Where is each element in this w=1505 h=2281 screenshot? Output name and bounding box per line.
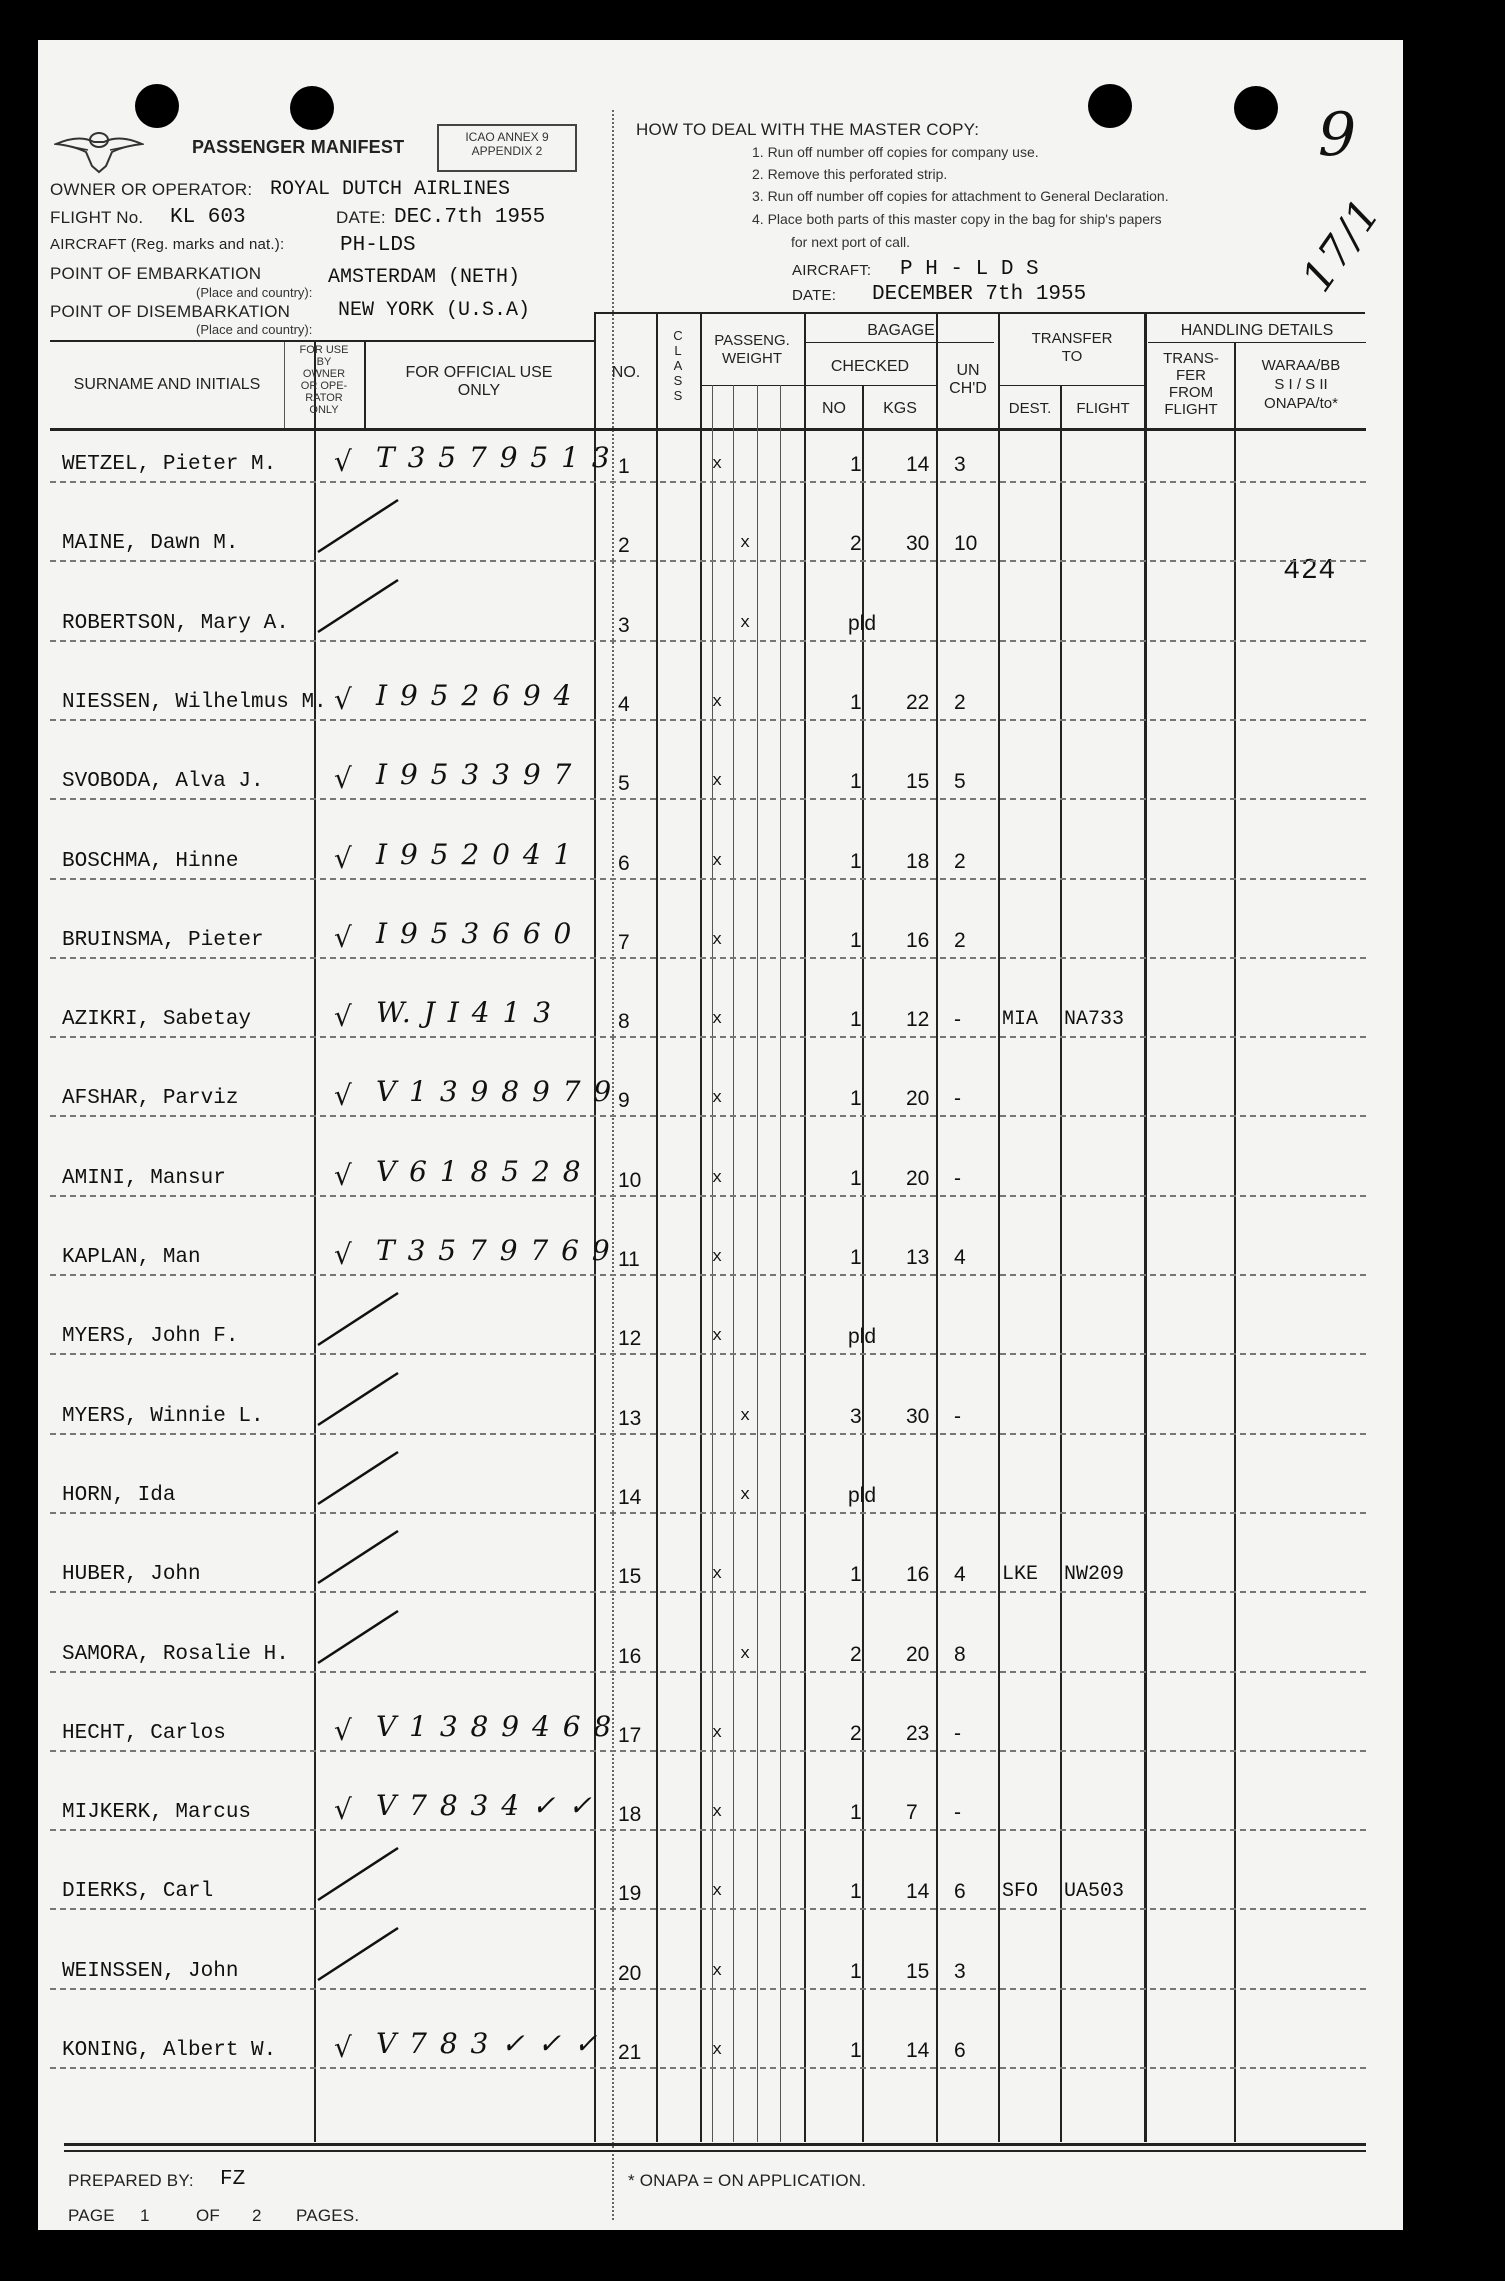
- weight-mark: x: [712, 1010, 723, 1029]
- disembark-label: POINT OF DISEMBARKATION: [50, 302, 291, 321]
- weight-mark: x: [712, 1169, 723, 1188]
- row-number: 21: [618, 2041, 642, 2064]
- pages-label: PAGES.: [296, 2206, 360, 2225]
- row-divider: [50, 1433, 1366, 1435]
- table-bottom-rule: [64, 2143, 1366, 2146]
- official-number: I 9 5 2 0 4 1: [376, 838, 574, 871]
- col-surname: SURNAME AND INITIALS: [73, 376, 261, 393]
- official-number: V 7 8 3 4 ✓ ✓: [376, 1789, 594, 1822]
- row-number: 18: [618, 1803, 642, 1826]
- official-number: T 3 5 7 9 7 6 9: [376, 1234, 612, 1267]
- row-divider: [50, 1671, 1366, 1673]
- owner-label: OWNER OR OPERATOR:: [50, 180, 253, 199]
- row-number: 11: [618, 1248, 640, 1271]
- slash-mark-icon: [314, 576, 404, 636]
- instructions-aircraft-value: P H - L D S: [900, 258, 1039, 281]
- passenger-name: MAINE, Dawn M.: [62, 532, 239, 555]
- row-divider: [50, 798, 1366, 800]
- col-class: C L A S S: [673, 328, 683, 403]
- official-number: V 7 8 3 ✓ ✓ ✓: [376, 2027, 600, 2060]
- row-number: 1: [618, 455, 630, 478]
- passenger-name: AFSHAR, Parviz: [62, 1087, 239, 1110]
- col-owner-use: FOR USE BY OWNER OR OPE- RATOR ONLY: [299, 344, 349, 416]
- bag-kgs: 23: [906, 1722, 930, 1745]
- passenger-name: MYERS, Winnie L.: [62, 1405, 264, 1428]
- transfer-flight: NA733: [1064, 1008, 1125, 1031]
- passenger-name: MYERS, John F.: [62, 1325, 239, 1348]
- transfer-dest: SFO: [1002, 1880, 1039, 1903]
- passenger-name: BOSCHMA, Hinne: [62, 850, 239, 873]
- unchecked-count: 3: [954, 1960, 966, 1983]
- slash-mark-icon: [314, 1289, 404, 1349]
- row-divider: [50, 1115, 1366, 1117]
- passenger-name: SAMORA, Rosalie H.: [62, 1643, 289, 1666]
- row-divider: [50, 1908, 1366, 1910]
- prepared-label: PREPARED BY:: [68, 2171, 194, 2190]
- aircraft-value: PH-LDS: [340, 234, 416, 257]
- page-mark: 9: [1318, 100, 1359, 170]
- official-number: V 1 3 9 8 9 7 9: [376, 1075, 614, 1108]
- bag-kgs: 14: [906, 1880, 930, 1903]
- official-number: I 9 5 2 6 9 4: [376, 679, 574, 712]
- unchecked-count: 6: [954, 2039, 966, 2062]
- passenger-name: WEINSSEN, John: [62, 1960, 239, 1983]
- header-bottom-rule: [50, 428, 1366, 431]
- row-divider: [50, 481, 1366, 483]
- owner-checkmark: √: [334, 1000, 354, 1033]
- slash-mark-icon: [314, 1607, 404, 1667]
- unchecked-count: -: [954, 1801, 961, 1824]
- owner-value: ROYAL DUTCH AIRLINES: [270, 178, 511, 201]
- row-divider: [50, 1274, 1366, 1276]
- owner-checkmark: √: [334, 1714, 354, 1747]
- col-unchd: UN CH'D: [949, 362, 987, 397]
- bag-count: 1: [850, 1246, 862, 1269]
- row-divider: [50, 1036, 1366, 1038]
- bag-count: 1: [850, 1563, 862, 1586]
- row-divider: [50, 1750, 1366, 1752]
- bag-kgs: 15: [906, 770, 930, 793]
- row-number: 16: [618, 1645, 642, 1668]
- disembark-value: NEW YORK (U.S.A): [338, 299, 531, 322]
- bag-kgs: 20: [906, 1087, 930, 1110]
- page-value: 1: [140, 2206, 150, 2225]
- slash-mark-icon: [314, 1924, 404, 1984]
- bag-count: 1: [850, 1960, 862, 1983]
- weight-mark: x: [712, 1089, 723, 1108]
- embark-value: AMSTERDAM (NETH): [328, 266, 521, 289]
- passenger-name: AMINI, Mansur: [62, 1167, 226, 1190]
- official-number: I 9 5 3 6 6 0: [376, 917, 574, 950]
- bag-kgs: 15: [906, 1960, 930, 1983]
- bag-kgs: 7: [906, 1801, 918, 1824]
- perforation-line: [612, 110, 614, 2220]
- unchecked-count: 2: [954, 929, 966, 952]
- row-divider: [50, 1829, 1366, 1831]
- weight-mark: x: [712, 1327, 723, 1346]
- weight-mark: x: [712, 1882, 723, 1901]
- row-number: 13: [618, 1407, 642, 1430]
- official-number: V 6 1 8 5 2 8: [376, 1155, 583, 1188]
- transfer-dest: LKE: [1002, 1563, 1039, 1586]
- punch-hole: [135, 84, 179, 128]
- slash-mark-icon: [314, 496, 404, 556]
- unchecked-count: -: [954, 1405, 961, 1428]
- row-divider: [50, 2067, 1366, 2069]
- row-number: 4: [618, 693, 630, 716]
- unchecked-count: -: [954, 1167, 961, 1190]
- weight-mark: x: [740, 1645, 751, 1664]
- row-divider: [50, 719, 1366, 721]
- row-number: 20: [618, 1962, 642, 1985]
- row-number: 15: [618, 1565, 642, 1588]
- flight-label: FLIGHT No.: [50, 208, 144, 227]
- weight-mark: x: [712, 455, 723, 474]
- weight-mark: x: [712, 1803, 723, 1822]
- transfer-flight: NW209: [1064, 1563, 1125, 1586]
- row-number: 2: [618, 534, 630, 557]
- row-divider: [50, 957, 1366, 959]
- instructions-date-label: DATE:: [792, 287, 837, 304]
- owner-checkmark: √: [334, 445, 354, 478]
- date-value: DEC.7th 1955: [394, 206, 546, 229]
- weight-mark: x: [712, 1565, 723, 1584]
- col-dest: DEST.: [1008, 400, 1052, 417]
- onapa-note: * ONAPA = ON APPLICATION.: [628, 2171, 867, 2190]
- bag-kgs: 20: [906, 1167, 930, 1190]
- col-transfer-from: TRANS- FER FROM FLIGHT: [1163, 350, 1219, 418]
- bag-count: 2: [850, 1643, 862, 1666]
- bag-count: pld: [848, 612, 877, 635]
- bag-count: 1: [850, 453, 862, 476]
- passenger-name: AZIKRI, Sabetay: [62, 1008, 252, 1031]
- bag-count: 1: [850, 1087, 862, 1110]
- slash-mark-icon: [314, 1844, 404, 1904]
- row-number: 19: [618, 1882, 642, 1905]
- bag-count: 3: [850, 1405, 862, 1428]
- unchecked-count: -: [954, 1087, 961, 1110]
- bag-kgs: 30: [906, 532, 930, 555]
- weight-mark: x: [740, 1486, 751, 1505]
- row-divider: [50, 1195, 1366, 1197]
- bag-count: 1: [850, 1880, 862, 1903]
- punch-hole: [290, 86, 334, 130]
- instruction-4-cont: for next port of call.: [791, 234, 911, 250]
- passenger-name: DIERKS, Carl: [62, 1880, 214, 1903]
- row-number: 6: [618, 852, 630, 875]
- weight-mark: x: [740, 614, 751, 633]
- bag-count: 1: [850, 770, 862, 793]
- bag-count: 1: [850, 1008, 862, 1031]
- instruction-3: 3. Run off number off copies for attachment to General Declaration.: [752, 188, 1169, 204]
- col-handling: HANDLING DETAILS: [1180, 322, 1334, 339]
- embark-place-note: (Place and country):: [196, 285, 313, 300]
- embark-label: POINT OF EMBARKATION: [50, 264, 262, 283]
- passenger-name: WETZEL, Pieter M.: [62, 453, 277, 476]
- row-divider: [50, 640, 1366, 642]
- bag-kgs: 14: [906, 2039, 930, 2062]
- unchecked-count: 3: [954, 453, 966, 476]
- transfer-flight: UA503: [1064, 1880, 1125, 1903]
- col-transfer: TRANSFER TO: [1031, 330, 1113, 365]
- passenger-name: HORN, Ida: [62, 1484, 176, 1507]
- weight-mark: x: [712, 931, 723, 950]
- row-number: 7: [618, 931, 630, 954]
- row-divider: [50, 878, 1366, 880]
- unchecked-count: -: [954, 1008, 961, 1031]
- bag-kgs: 30: [906, 1405, 930, 1428]
- col-bag-no: NO: [822, 400, 846, 417]
- slash-mark-icon: [314, 1527, 404, 1587]
- col-kgs: KGS: [883, 400, 917, 417]
- official-number: T 3 5 7 9 5 1 3: [376, 441, 612, 474]
- official-number: W. J I 4 1 3: [376, 996, 554, 1029]
- weight-mark: x: [712, 1962, 723, 1981]
- row-divider: [50, 1512, 1366, 1514]
- bag-count: 1: [850, 850, 862, 873]
- passenger-name: HUBER, John: [62, 1563, 201, 1586]
- bag-count: 1: [850, 691, 862, 714]
- bag-kgs: 14: [906, 453, 930, 476]
- instruction-1: 1. Run off number off copies for company use.: [752, 144, 1039, 160]
- weight-mark: x: [740, 534, 751, 553]
- unchecked-count: 8: [954, 1643, 966, 1666]
- weight-mark: x: [712, 693, 723, 712]
- bag-kgs: 20: [906, 1643, 930, 1666]
- row-divider: [50, 1353, 1366, 1355]
- col-weight: PASSENG. WEIGHT: [714, 332, 790, 367]
- of-label: OF: [196, 2206, 221, 2225]
- weight-mark: x: [712, 1724, 723, 1743]
- weight-mark: x: [712, 1248, 723, 1267]
- unchecked-count: 6: [954, 1880, 966, 1903]
- slash-mark-icon: [314, 1448, 404, 1508]
- bag-kgs: 18: [906, 850, 930, 873]
- disembark-place-note: (Place and country):: [196, 322, 313, 337]
- passenger-name: BRUINSMA, Pieter: [62, 929, 264, 952]
- weight-mark: x: [712, 772, 723, 791]
- aircraft-label: AIRCRAFT (Reg. marks and nat.):: [50, 236, 285, 253]
- unchecked-count: 10: [954, 532, 978, 555]
- unchecked-count: 5: [954, 770, 966, 793]
- punch-hole: [1088, 84, 1132, 128]
- icao-box: ICAO ANNEX 9 APPENDIX 2: [437, 124, 577, 172]
- bag-count: 1: [850, 1801, 862, 1824]
- row-divider: [50, 1988, 1366, 1990]
- col-baggage: BAGAGE: [867, 322, 935, 339]
- passenger-name: SVOBODA, Alva J.: [62, 770, 264, 793]
- instructions-title: HOW TO DEAL WITH THE MASTER COPY:: [636, 120, 980, 139]
- owner-checkmark: √: [334, 2031, 354, 2064]
- owner-checkmark: √: [334, 762, 354, 795]
- passenger-name: KONING, Albert W.: [62, 2039, 277, 2062]
- official-number: I 9 5 3 3 9 7: [376, 758, 574, 791]
- bag-count: pld: [848, 1325, 877, 1348]
- row-number: 10: [618, 1169, 642, 1192]
- col-waraa: WARAA/BB S I / S II ONAPA/to*: [1261, 357, 1341, 412]
- bag-kgs: 13: [906, 1246, 930, 1269]
- bag-count: 1: [850, 2039, 862, 2062]
- side-number: 424: [1284, 553, 1337, 584]
- punch-hole: [1234, 86, 1278, 130]
- col-flight: FLIGHT: [1076, 400, 1130, 417]
- row-divider: [50, 1591, 1366, 1593]
- row-number: 12: [618, 1327, 642, 1350]
- owner-checkmark: √: [334, 1159, 354, 1192]
- bag-kgs: 22: [906, 691, 930, 714]
- passenger-name: KAPLAN, Man: [62, 1246, 201, 1269]
- official-number: V 1 3 8 9 4 6 8: [376, 1710, 614, 1743]
- row-number: 3: [618, 614, 630, 637]
- weight-mark: x: [712, 2041, 723, 2060]
- bag-count: pld: [848, 1484, 877, 1507]
- instruction-4: 4. Place both parts of this master copy in the bag for ship's papers: [752, 211, 1162, 227]
- table-top-rule: [50, 340, 594, 342]
- passenger-name: ROBERTSON, Mary A.: [62, 612, 289, 635]
- date-label: DATE:: [336, 208, 386, 227]
- manifest-title: PASSENGER MANIFEST: [192, 137, 405, 157]
- weight-mark: x: [712, 852, 723, 871]
- owner-checkmark: √: [334, 1079, 354, 1112]
- transfer-dest: MIA: [1002, 1008, 1039, 1031]
- bag-count: 2: [850, 1722, 862, 1745]
- instructions-aircraft-label: AIRCRAFT:: [792, 262, 872, 279]
- bag-count: 1: [850, 1167, 862, 1190]
- of-value: 2: [252, 2206, 262, 2225]
- row-number: 14: [618, 1486, 642, 1509]
- unchecked-count: 2: [954, 691, 966, 714]
- col-checked: CHECKED: [830, 358, 910, 375]
- unchecked-count: 2: [954, 850, 966, 873]
- row-number: 5: [618, 772, 630, 795]
- unchecked-count: 4: [954, 1563, 966, 1586]
- bag-kgs: 16: [906, 929, 930, 952]
- weight-mark: x: [740, 1407, 751, 1426]
- row-number: 9: [618, 1089, 630, 1112]
- slash-mark-icon: [314, 1369, 404, 1429]
- flight-value: KL 603: [170, 206, 246, 229]
- unchecked-count: 4: [954, 1246, 966, 1269]
- col-no: NO.: [611, 364, 641, 381]
- row-number: 8: [618, 1010, 630, 1033]
- owner-checkmark: √: [334, 683, 354, 716]
- instructions-date-value: DECEMBER 7th 1955: [872, 283, 1087, 306]
- bag-kgs: 12: [906, 1008, 930, 1031]
- owner-checkmark: √: [334, 921, 354, 954]
- col-official: FOR OFFICIAL USE ONLY: [405, 364, 553, 399]
- airline-logo-icon: [54, 124, 144, 176]
- row-number: 17: [618, 1724, 642, 1747]
- prepared-value: FZ: [220, 2168, 246, 2191]
- owner-checkmark: √: [334, 1238, 354, 1271]
- instruction-2: 2. Remove this perforated strip.: [752, 166, 948, 182]
- bag-count: 1: [850, 929, 862, 952]
- passenger-name: HECHT, Carlos: [62, 1722, 226, 1745]
- passenger-name: MIJKERK, Marcus: [62, 1801, 252, 1824]
- corner-mark: 17/1: [1291, 188, 1391, 301]
- page-label: PAGE: [68, 2206, 115, 2225]
- bag-kgs: 16: [906, 1563, 930, 1586]
- owner-checkmark: √: [334, 1793, 354, 1826]
- owner-checkmark: √: [334, 842, 354, 875]
- row-divider: [50, 560, 1366, 562]
- passenger-name: NIESSEN, Wilhelmus M.: [62, 691, 327, 714]
- bag-count: 2: [850, 532, 862, 555]
- unchecked-count: -: [954, 1722, 961, 1745]
